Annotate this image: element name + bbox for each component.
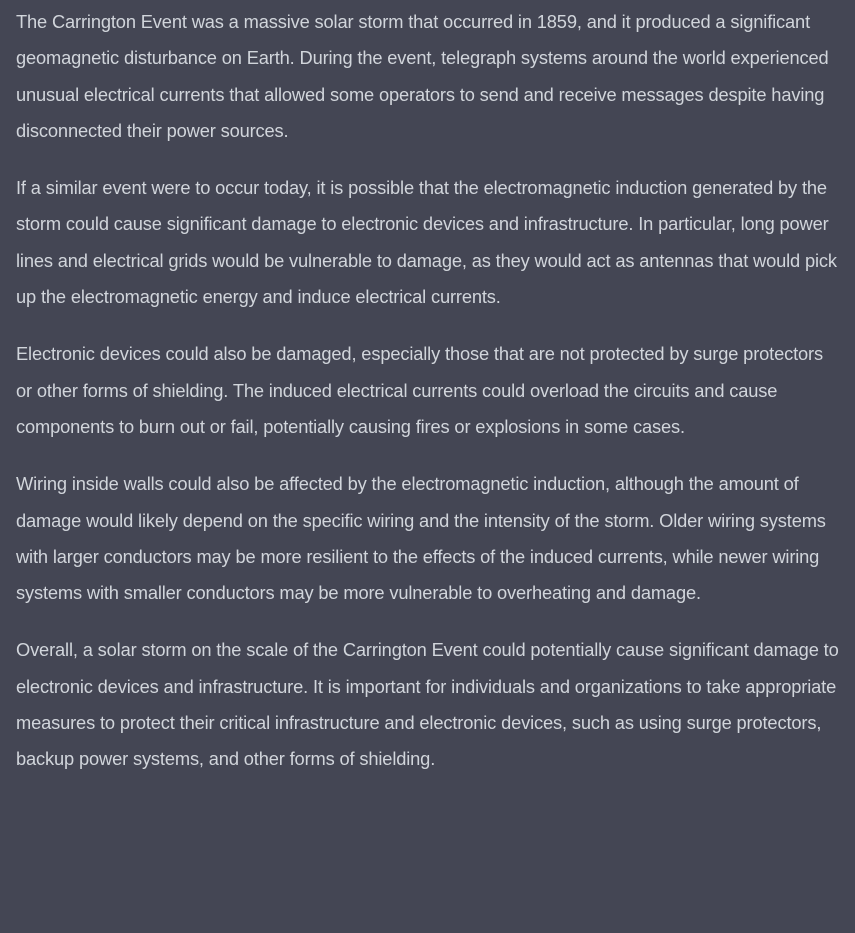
response-paragraph-1: The Carrington Event was a massive solar storm that occurred in 1859, and it produced a significant geomagnetic disturbance on Earth. During the event, telegraph systems around the world experienced unusual electrical currents that allowed some operators to send and receive messages despite having disconnected their power sources. [16, 11, 829, 141]
response-paragraph-3: Electronic devices could also be damaged, especially those that are not protected by surge protectors or other forms of shielding. The induced electrical currents could overload the circuits and cause components to burn out or fail, potentially causing fires or explosions in some cases. [16, 343, 823, 437]
response-paragraph-4: Wiring inside walls could also be affected by the electromagnetic induction, although the amount of damage would likely depend on the specific wiring and the intensity of the storm. Older wiring systems with larger conductors may be more resilient to the effects of the induced currents, while newer wiring systems with smaller conductors may be more vulnerable to overheating and damage. [16, 473, 826, 604]
response-paragraph-2: If a similar event were to occur today, it is possible that the electromagnetic induction generated by the storm could cause significant damage to electronic devices and infrastructure. In particular, long power lines and electrical grids would be vulnerable to damage, as they would act as antennas that would pick up the electromagnetic energy and induce electrical currents. [16, 177, 837, 308]
response-paragraph-5: Overall, a solar storm on the scale of the Carrington Event could potentially cause significant damage to electronic devices and infrastructure. It is important for individuals and organizations to take appropriate measures to protect their critical infrastructure and electronic devices, such as using surge protectors, backup power systems, and other forms of shielding. [16, 639, 839, 770]
